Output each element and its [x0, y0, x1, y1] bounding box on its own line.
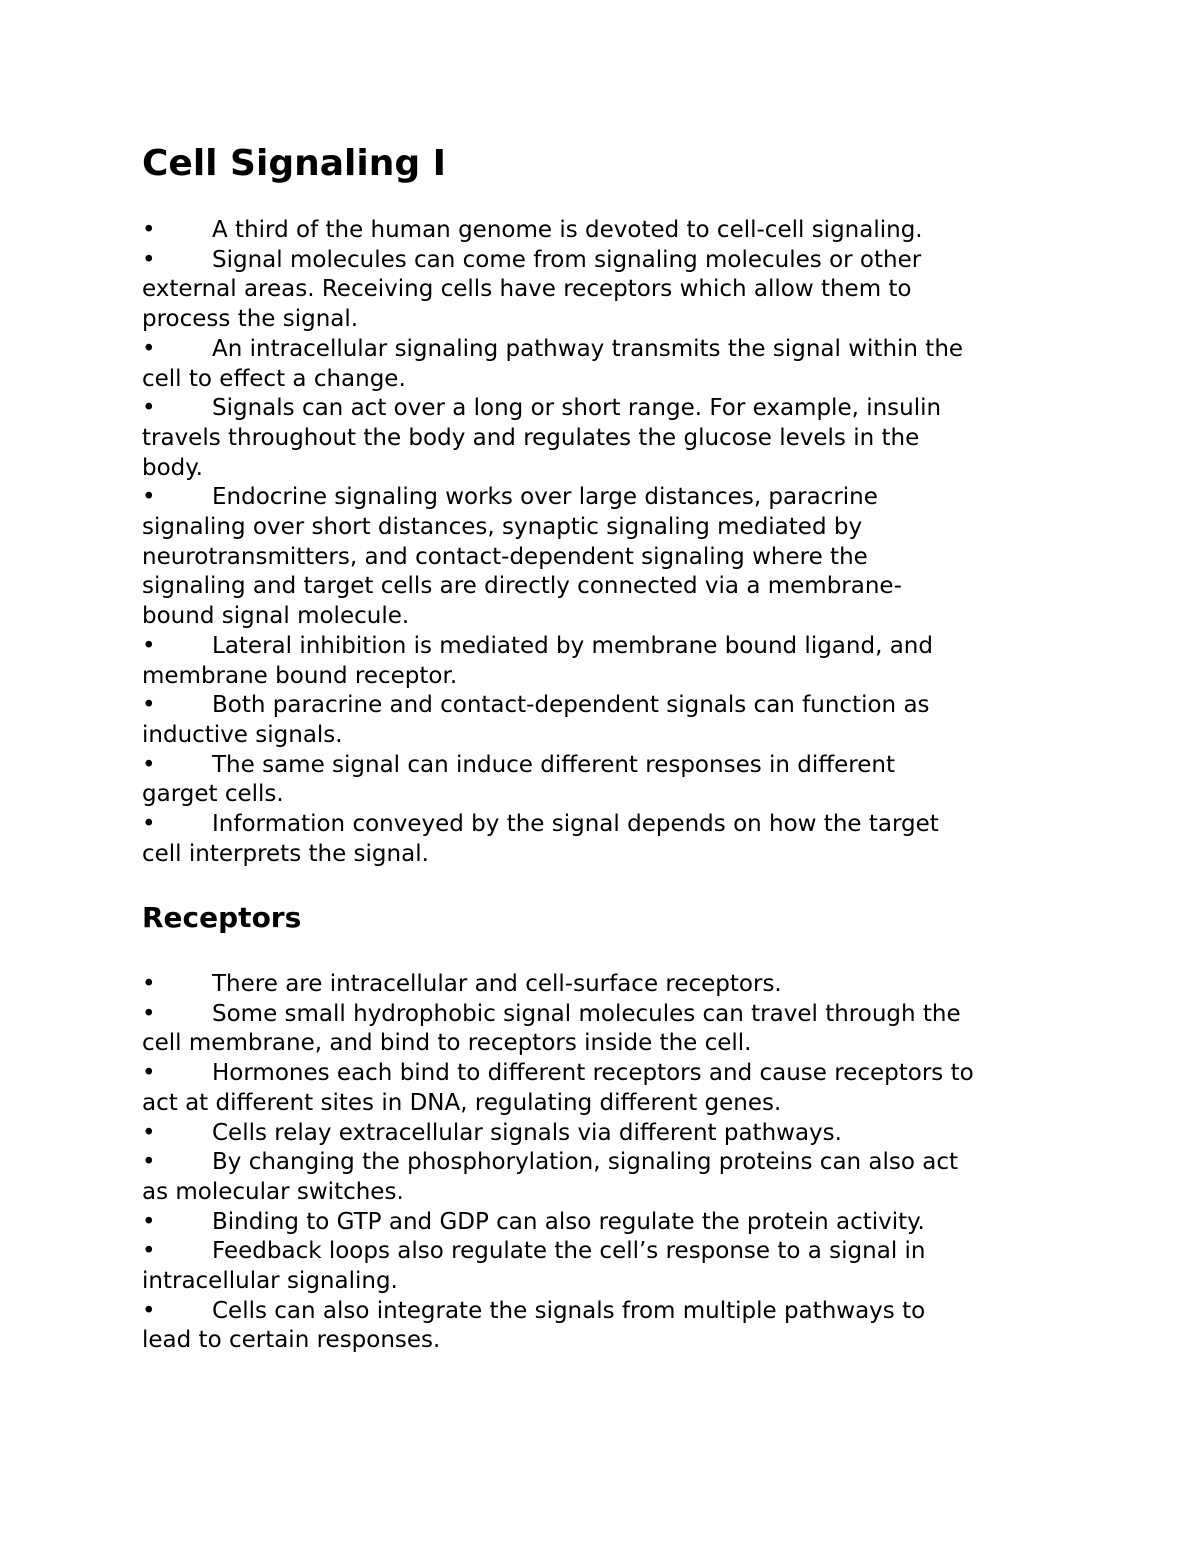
- section-heading-receptors: Receptors: [142, 901, 302, 934]
- bullet-marker: •: [142, 335, 156, 362]
- list-item: [142, 1000, 1072, 1059]
- bullet-marker: •: [142, 632, 156, 659]
- bullet-marker: •: [142, 811, 156, 838]
- list-item-text: An intracellular signaling pathway transmits the signal within the cell to effect a change.: [142, 335, 964, 392]
- list-item: [142, 246, 1072, 335]
- bullet-marker: •: [142, 1000, 156, 1027]
- list-item-text: Lateral inhibition is mediated by membrane bound ligand, and membrane bound receptor.: [142, 632, 933, 689]
- bullet-marker: •: [142, 1060, 156, 1087]
- list-item: [142, 632, 1072, 691]
- list-item-text: The same signal can induce different responses in different garget cells.: [142, 751, 895, 808]
- list-item-text: There are intracellular and cell-surface receptors.: [212, 971, 782, 997]
- list-item: [142, 1237, 1072, 1296]
- list-item: [142, 691, 1072, 750]
- list-item: [142, 1208, 1072, 1238]
- list-item-text: A third of the human genome is devoted to cell-cell signaling.: [212, 217, 923, 243]
- list-item-text: Signals can act over a long or short range. For example, insulin travels throughout the body and regulates the glucose levels in the body.: [142, 395, 942, 481]
- list-item: [142, 335, 1072, 394]
- bullet-marker: •: [142, 1149, 156, 1176]
- intro-bullet-list: [142, 216, 1072, 869]
- list-item-text: Feedback loops also regulate the cell’s response to a signal in intracellular signaling.: [142, 1238, 926, 1295]
- bullet-marker: •: [142, 246, 156, 273]
- list-item-text: Binding to GTP and GDP can also regulate the protein activity.: [212, 1208, 925, 1235]
- bullet-marker: •: [142, 484, 156, 511]
- list-item-text: Hormones each bind to different receptors and cause receptors to act at different sites in DNA, regulating different genes.: [142, 1060, 974, 1116]
- bullet-marker: •: [142, 751, 156, 778]
- list-item: [142, 751, 1072, 810]
- list-item: [142, 483, 1072, 632]
- bullet-marker: •: [142, 971, 156, 997]
- list-item-text: By changing the phosphorylation, signaling proteins can also act as molecular switches.: [142, 1149, 959, 1205]
- bullet-marker: •: [142, 1208, 156, 1235]
- list-item-text: Some small hydrophobic signal molecules can travel through the cell membrane, and bind to receptors inside the cell.: [142, 1000, 961, 1057]
- list-item-text: Cells relay extracellular signals via different pathways.: [212, 1119, 842, 1146]
- list-item-text: Information conveyed by the signal depends on how the target cell interprets the signal.: [142, 811, 939, 867]
- list-item-text: Cells can also integrate the signals from multiple pathways to lead to certain responses.: [142, 1297, 926, 1354]
- bullet-marker: •: [142, 1119, 156, 1146]
- list-item: [142, 1148, 1072, 1207]
- bullet-marker: •: [142, 217, 156, 243]
- list-item-text: Both paracrine and contact-dependent signals can function as inductive signals.: [142, 692, 930, 748]
- list-item: [142, 394, 1072, 483]
- bullet-marker: •: [142, 692, 156, 719]
- receptors-bullet-list: [142, 970, 1072, 1356]
- list-item-text: Signal molecules can come from signaling molecules or other external areas. Receiving cells have receptors which allow them to process the signal.: [142, 246, 922, 333]
- bullet-marker: •: [142, 1297, 156, 1324]
- list-item: [142, 810, 1072, 869]
- list-item: [142, 216, 1072, 246]
- list-item: [142, 1059, 1072, 1118]
- page-title: Cell Signaling I: [142, 143, 447, 184]
- list-item: [142, 970, 1072, 1000]
- list-item: [142, 1297, 1072, 1356]
- bullet-marker: •: [142, 395, 156, 422]
- bullet-marker: •: [142, 1238, 156, 1265]
- list-item: [142, 1119, 1072, 1149]
- list-item-text: Endocrine signaling works over large distances, paracrine signaling over short distances, synaptic signaling mediated by neurotransmitters, and contact-dependent signaling where the signaling and target cells are directly connected via a membrane- bound signal molecule.: [142, 484, 902, 630]
